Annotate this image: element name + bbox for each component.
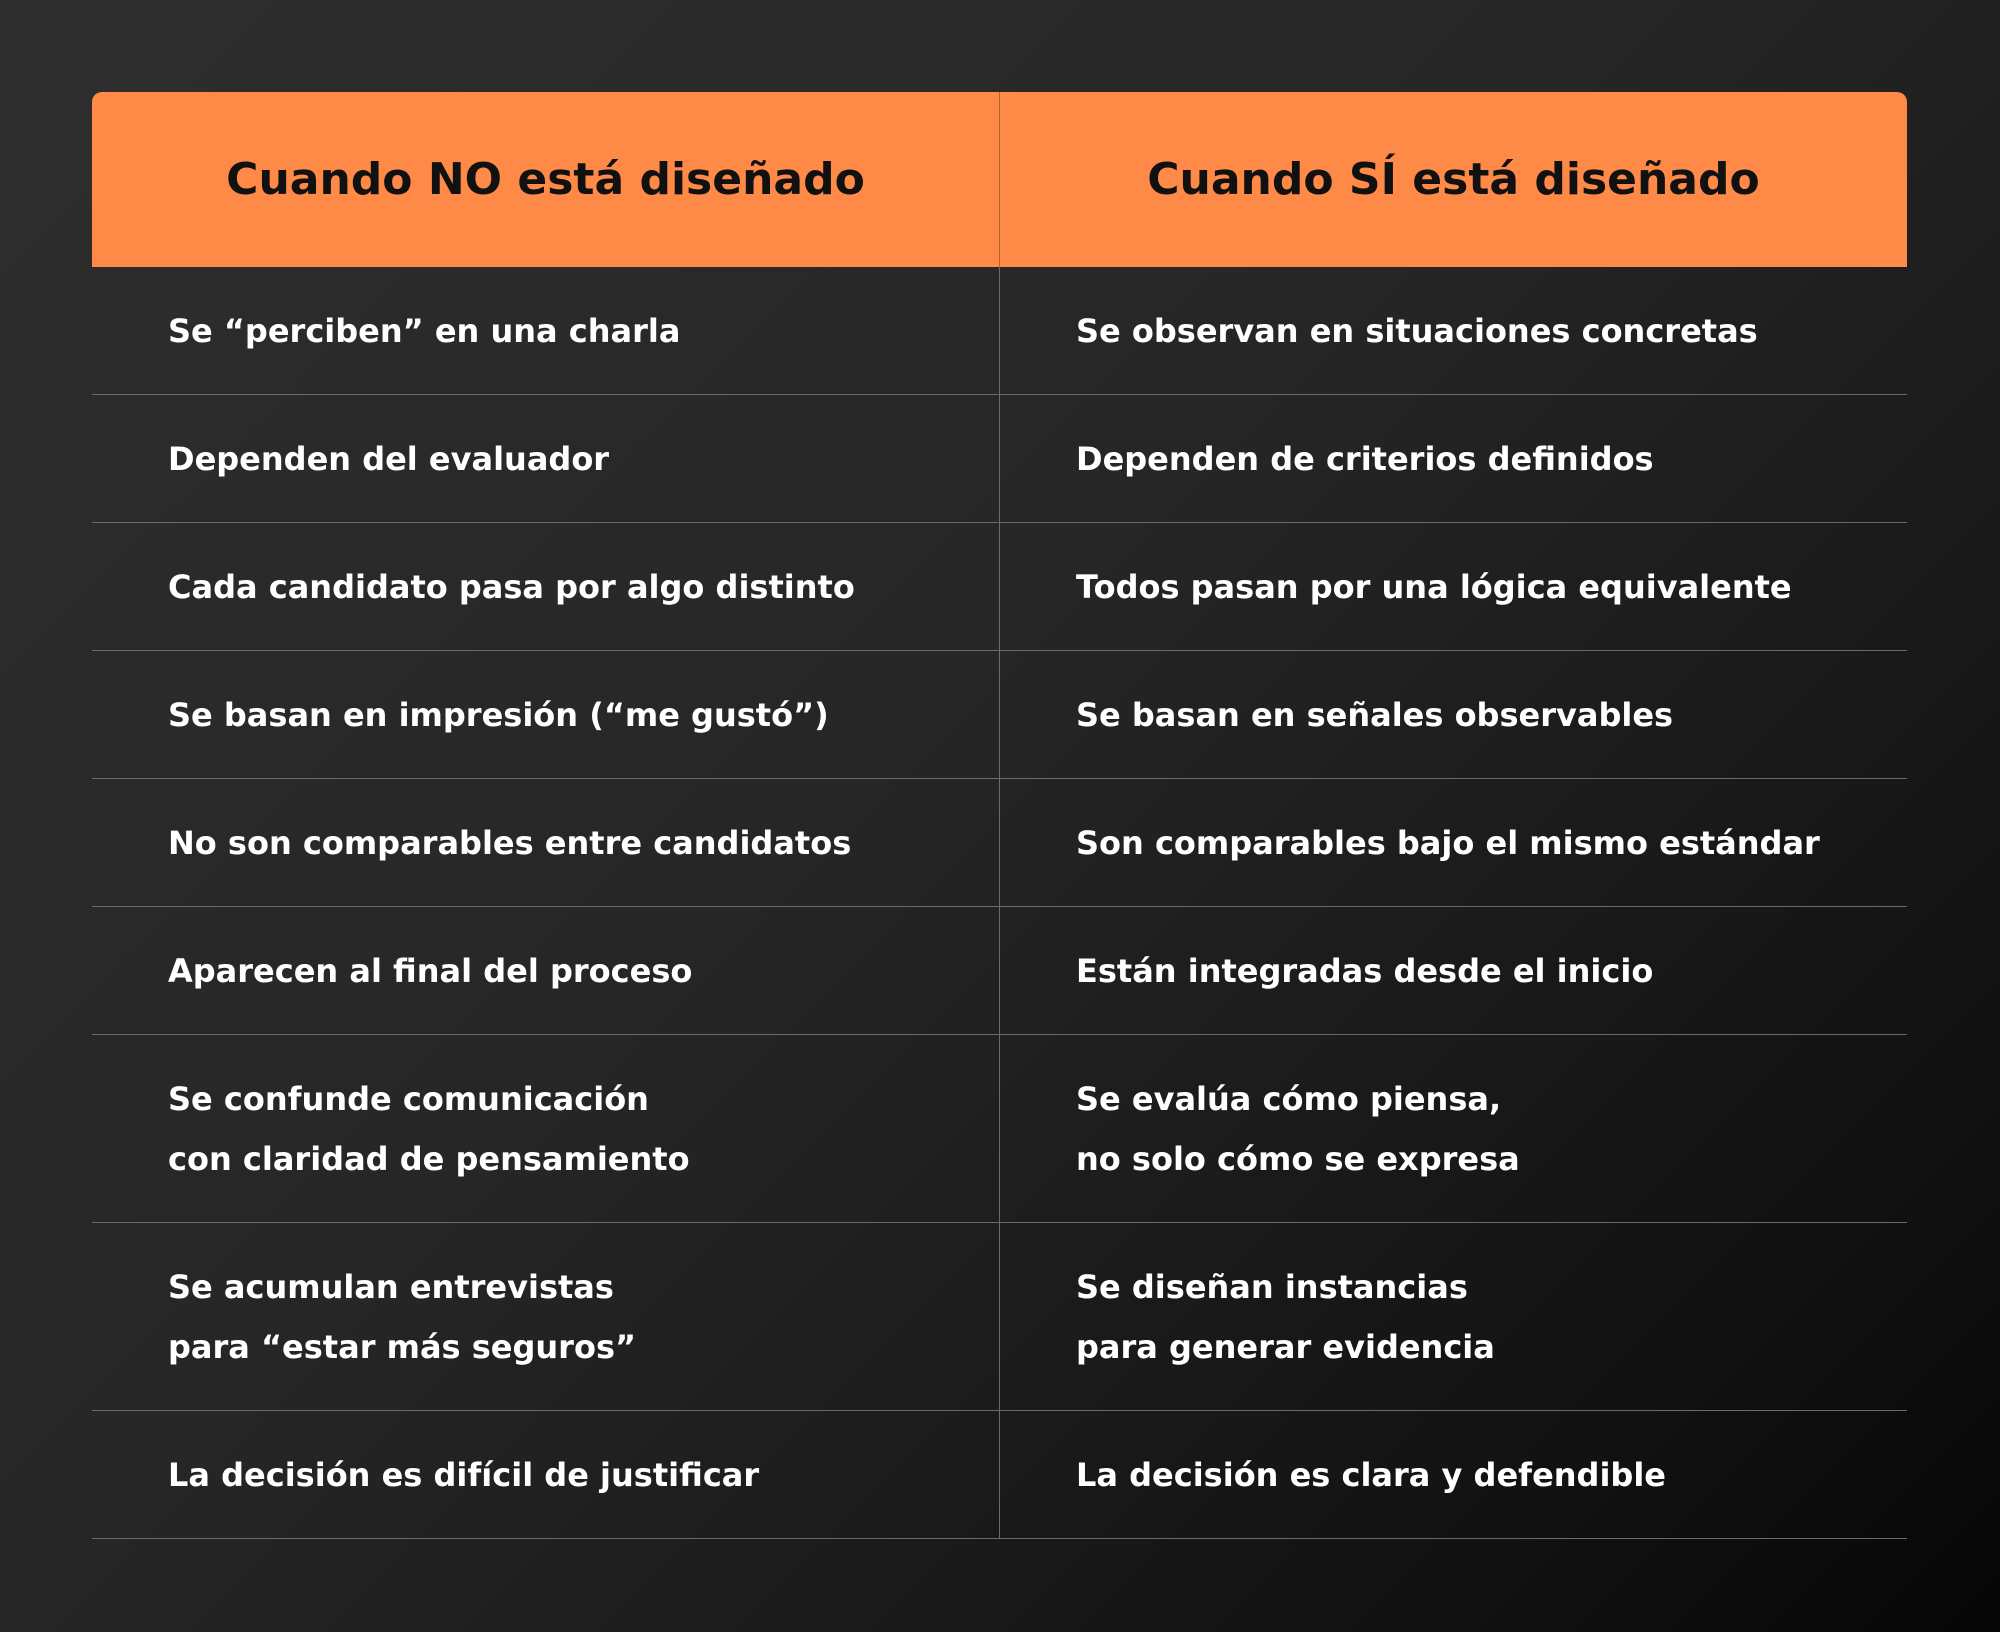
cell-designed: Son comparables bajo el mismo estándar bbox=[1076, 823, 1820, 862]
cell-designed: Dependen de criterios definidos bbox=[1076, 439, 1654, 478]
cell-designed: Se diseñan instancias para generar evidencia bbox=[1076, 1267, 1495, 1366]
table-header bbox=[92, 92, 1907, 267]
header-not-designed: Cuando NO está diseñado bbox=[92, 92, 1000, 267]
cell-not-designed: Aparecen al final del proceso bbox=[92, 907, 1000, 1034]
table-row bbox=[92, 523, 1907, 651]
header-designed: Cuando SÍ está diseñado bbox=[1147, 154, 1760, 205]
cell-designed: Se observan en situaciones concretas bbox=[1076, 311, 1758, 350]
table-row bbox=[92, 907, 1907, 1035]
cell-not-designed: Se “perciben” en una charla bbox=[92, 267, 1000, 394]
table-row bbox=[92, 1223, 1907, 1411]
cell-not-designed: Dependen del evaluador bbox=[92, 395, 1000, 522]
cell-not-designed: Se confunde comunicación con claridad de pensamiento bbox=[92, 1035, 1000, 1222]
table-row bbox=[92, 1411, 1907, 1539]
cell-not-designed: No son comparables entre candidatos bbox=[92, 779, 1000, 906]
table-row bbox=[92, 651, 1907, 779]
comparison-table bbox=[92, 92, 1907, 1539]
table-row bbox=[92, 395, 1907, 523]
table-row bbox=[92, 267, 1907, 395]
cell-designed: Se evalúa cómo piensa, no solo cómo se expresa bbox=[1076, 1079, 1520, 1178]
cell-designed: Están integradas desde el inicio bbox=[1076, 951, 1654, 990]
cell-designed: La decisión es clara y defendible bbox=[1076, 1455, 1666, 1494]
table-row bbox=[92, 779, 1907, 907]
cell-not-designed: Se acumulan entrevistas para “estar más seguros” bbox=[92, 1223, 1000, 1410]
cell-not-designed: Se basan en impresión (“me gustó”) bbox=[92, 651, 1000, 778]
cell-designed: Se basan en señales observables bbox=[1076, 695, 1674, 734]
cell-designed: Todos pasan por una lógica equivalente bbox=[1076, 567, 1792, 606]
table-row bbox=[92, 1035, 1907, 1223]
cell-not-designed: Cada candidato pasa por algo distinto bbox=[92, 523, 1000, 650]
cell-not-designed: La decisión es difícil de justificar bbox=[92, 1411, 1000, 1538]
